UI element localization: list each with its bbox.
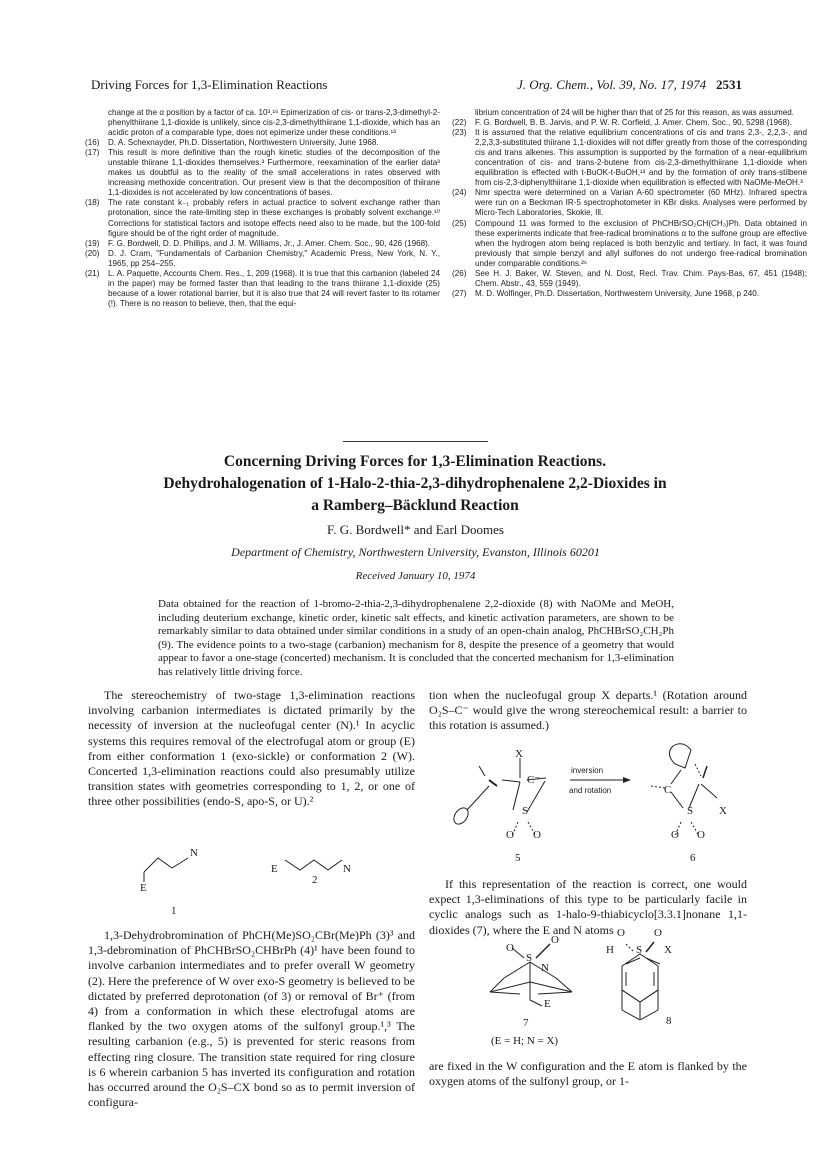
footnote-number: (24)	[452, 188, 467, 198]
footnote	[85, 269, 440, 309]
arrow-label-top: inversion	[571, 766, 604, 775]
scheme-c-label: C	[664, 784, 672, 796]
footnote-text: librium concentration of 24 will be higher than that of 25 for this reason, as was assumed.	[475, 108, 794, 117]
page-number: 2531	[716, 77, 742, 92]
scheme-s-label: S	[522, 805, 529, 817]
footnote-text: D. J. Cram, "Fundamentals of Carbanion Chemistry," Academic Press, New York, N. Y., 1965, pp 254–255.	[108, 248, 440, 268]
bond	[504, 962, 530, 978]
struct7-n-label: N	[541, 962, 549, 974]
footnote	[452, 118, 807, 128]
scheme-s-label: S	[687, 805, 694, 817]
scheme-o-label: O	[697, 829, 705, 841]
bond	[530, 1000, 542, 1006]
footnote-number: (21)	[85, 268, 100, 278]
footnote-number: (17)	[85, 148, 100, 158]
title-line: a Ramberg–Bäcklund Reaction	[311, 497, 519, 514]
scheme-o-label: O	[506, 829, 514, 841]
footnotes-left-column	[85, 108, 440, 309]
footnote-number: (19)	[85, 238, 100, 248]
title-line: Dehydrohalogenation of 1-Halo-2-thia-2,3-dihydrophenalene 2,2-Dioxides in	[163, 475, 667, 492]
scheme-carbanion-label: C⁻	[527, 774, 541, 786]
footnote	[85, 249, 440, 269]
reaction-arrowhead	[623, 777, 631, 783]
body-paragraph: tion when the nucleofugal group X departs.¹ (Rotation around O₂S–C⁻ would give the wrong stereochemical result: a barrier to this rotation is assumed.)	[429, 688, 747, 733]
body-paragraph: The stereochemistry of two-stage 1,3-elimination reactions involving carbanion intermediates is dictated primarily by the necessity of inversion at the nucleofugal center (N).¹ In acyclic systems this requires removal of the electrofugal atom or group (E) from either conformation 1 (exo-sickle) or conformation 2 (W). Concerted 1,3-elimination reactions could also presumably utilize transition states with geometries corresponding to 1, 2, or one of three other possibilities (endo-S, apo-S, or U).²	[88, 688, 415, 809]
struct7-s-label: S	[526, 952, 533, 964]
struct1-e-label: E	[140, 882, 147, 894]
bond	[651, 786, 665, 788]
struct7-caption: (E = H; N = X)	[491, 1035, 559, 1047]
body-paragraph: 1,3-Dehydrobromination of PhCH(Me)SO₂CBr(Me)Ph (3)³ and 1,3-debromination of PhCHBrSO₂CHBrPh (4)¹ have been found to involve carbanion intermediates and to prefer overall W geometry (2). Here the preference of W over exo-S geometry is believed to be dictated by preferred deprotonation (of 3) or removal of Br⁺ (from 4) from a conformation in which these electrofugal atoms are flanked by the two oxygen atoms of the sulfonyl group.¹,³ The resulting carbanion (e.g., 5) is prevented for steric reasons from effecting ring closure. The transition state required for ring closure is 6 wherein carbanion 5 has inverted its configuration and rotation has occurred around the O₂S–CX bond so as to permit inversion of configura-	[88, 928, 415, 1110]
title-line: Concerning Driving Forces for 1,3-Elimination Reactions.	[223, 453, 607, 470]
footnote-text: The rate constant k₋₁ probably refers in actual practice to solvent exchange rather than protonation, since the rate-limiting step in these exchanges is probably solvent exchange.¹⁰ Corrections for statistical factors and isotope effects need also to be made, but the 100-fold figure should be of the right order of magnitude.	[108, 198, 440, 238]
footnote-number	[85, 108, 108, 138]
section-divider	[343, 441, 488, 442]
scheme-number-5: 5	[515, 852, 521, 864]
bond	[490, 992, 520, 994]
bond	[502, 780, 520, 782]
struct2-n-label: N	[343, 863, 351, 875]
bond	[467, 786, 489, 810]
scheme-o-label: O	[533, 829, 541, 841]
struct8-s-label: S	[636, 944, 643, 956]
struct8-x-label: X	[664, 944, 672, 956]
scheme-x-label: X	[515, 748, 523, 760]
footnote-text: This result is more definitive than the rough kinetic studies of the decomposition of the unstable thiirane 1,1-dioxides themselves.³ Furthermore, reexamination of the earlier data³ makes us doubtful as to the reality of the small accelerations in rates observed with increasing methoxide concentration. Our present view is that the decomposition of thiirane 1,1-dioxides is not accelerated by low concentrations of bases.	[108, 148, 440, 198]
footnote-text: F. G. Bordwell, B. B. Jarvis, and P. W. R. Corfield, J. Amer. Chem. Soc., 90, 5298 (1968).	[475, 118, 792, 128]
running-header-journal: J. Org. Chem., Vol. 39, No. 17, 1974	[517, 77, 707, 92]
footnote	[452, 289, 807, 299]
struct2-e-label: E	[271, 863, 278, 875]
scheme-o-label: O	[671, 829, 679, 841]
footnote-text: change at the α position by a factor of ca. 10³.¹⁶ Epimerization of cis- or trans-2,3-dimethyl-2-phenylthiirane 1,1-dioxide is unlikely, since cis-2,3-dimethylthiirane 1,1-dioxide, which has an acidic proton of a comparable type, does not epimerize under these conditions.¹³	[108, 108, 440, 138]
struct1-chain	[144, 858, 188, 872]
arrow-label-bottom: and rotation	[569, 786, 612, 795]
footnote-number: (26)	[452, 268, 467, 278]
footnote	[452, 219, 807, 269]
footnote	[85, 198, 440, 238]
ring	[640, 990, 658, 1020]
footnote-text: M. D. Wolfinger, Ph.D. Dissertation, Northwestern University, June 1968, p 240.	[475, 288, 760, 298]
footnote-number: (16)	[85, 138, 100, 148]
footnote	[452, 269, 807, 289]
structures-7-8	[480, 920, 740, 1020]
footnote	[452, 188, 807, 218]
structures-1-2	[130, 832, 380, 892]
footnote-text: Nmr spectra were determined on a Varian A-60 spectrometer (60 MHz). Infrared spectra were run on a Beckman IR-5 spectrophotometer in KBr disks. Analyses were performed by Micro-Tech Laboratories, Skokie, Ill.	[475, 188, 807, 218]
running-header-title: Driving Forces for 1,3-Elimination Reactions	[91, 77, 328, 92]
bond	[695, 764, 701, 776]
affiliation: Department of Chemistry, Northwestern University, Evanston, Illinois 60201	[231, 545, 600, 559]
footnote	[452, 128, 807, 188]
footnote	[85, 239, 440, 249]
footnote-text: L. A. Paquette, Accounts Chem. Res., 1, 209 (1968). It is true that this carbanion (labeled 24 in the paper) may be formed faster than that leading to the trans thiirane 1,1-dioxide (25) because of a lower rotational barrier, but it is also true that 24 will revert faster to its rotamer (!). There is no reason to believe, then, that the equi-	[108, 268, 440, 308]
bond	[490, 982, 530, 992]
bond	[489, 780, 497, 786]
abstract: Data obtained for the reaction of 1-bromo-2-thia-2,3-dihydrophenalene 2,2-dioxide (8) with NaOMe and MeOH, including deuterium exchange, kinetic order, kinetic salt effects, and kinetic activation parameters, are shown to be remarkably similar to data obtained under similar conditions in a study of an open-chain analog, PhCHBrSO₂CH₂Ph (9). The evidence points to a two-stage (carbanion) mechanism for 8, despite the presence of a geometry that would appear to favor a one-stage (concerted) mechanism. It is concluded that the concerted mechanism for 1,3-elimination has relatively little driving force.	[158, 598, 674, 678]
footnote-number: (23)	[452, 128, 467, 138]
footnote-text: See H. J. Baker, W. Steven, and N. Dost, Recl. Trav. Chim. Pays-Bas, 67, 451 (1948); Chem. Abstr., 43, 559 (1949).	[475, 268, 807, 288]
struct1-n-label: N	[190, 847, 198, 859]
struct8-h-label: H	[606, 944, 614, 956]
footnote-number: (27)	[452, 288, 467, 298]
footnote-text: F. G. Bordwell, D. D. Phillips, and J. M. Williams, Jr., J. Amer. Chem. Soc., 90, 426 (1968).	[108, 238, 431, 248]
struct2-number: 2	[312, 874, 318, 886]
footnote	[85, 138, 440, 148]
authors: F. G. Bordwell* and Earl Doomes	[327, 522, 504, 537]
struct7-o-label: O	[551, 934, 559, 946]
bond	[701, 784, 717, 798]
footnote-number: (20)	[85, 248, 100, 258]
bond	[703, 766, 707, 778]
footnote	[452, 108, 807, 118]
footnote-text: D. A. Schexnayder, Ph.D. Dissertation, Northwestern University, June 1968.	[108, 138, 379, 148]
footnote	[85, 148, 440, 198]
struct8-number: 8	[666, 1015, 672, 1027]
received-date: Received January 10, 1974	[355, 570, 476, 582]
struct1-number: 1	[171, 905, 177, 917]
bond	[536, 944, 550, 958]
footnote-number: (22)	[452, 118, 467, 128]
footnote-number	[452, 108, 475, 118]
struct8-o-label: O	[654, 927, 662, 939]
bond	[671, 792, 683, 808]
footnote-text: It is assumed that the relative equilibrium concentrations of cis and trans 2,3-, 2,2,3-, and 2,2,3,3-substituted thiirane 1,1-dioxides will not differ greatly from those of the corresponding cis and trans alkenes. This assumption is supported by the formation of a near-equilibrium concentration of cis- and trans-2-butene from cis-2,3-dimethylthiirane 1,1-dioxide when equilibration is effected with t-BuOK-t-BuOH,¹³ and by the formation of only trans-stilbene from cis-2,3-diphenylthiirane 1,1-dioxide when equilibration is effected with NaOMe-MeOH.³	[475, 128, 807, 188]
bond	[626, 944, 634, 952]
footnotes-right-column	[452, 108, 807, 299]
bond	[671, 770, 681, 784]
struct7-e-label: E	[544, 998, 551, 1010]
footnote-number: (18)	[85, 198, 100, 208]
footnote	[85, 108, 440, 138]
bond	[538, 992, 572, 994]
scheme-x-label: X	[719, 805, 727, 817]
struct7-o-label: O	[506, 942, 514, 954]
scheme-number-6: 6	[690, 852, 696, 864]
bond	[479, 766, 485, 776]
bond	[513, 782, 520, 810]
body-paragraph: are fixed in the W configuration and the E atom is flanked by the oxygen atoms of the sulfonyl group, or 1-	[429, 1059, 747, 1089]
bond	[646, 942, 654, 952]
struct7-number: 7	[523, 1017, 529, 1029]
orbital-lobe	[669, 744, 691, 768]
footnote-text: Compound 11 was formed to the exclusion of PhCHBrSO₂CH(CH₃)Ph. Data obtained in these experiments indicate that free-radical brominations α to the sulfone group are effective when the hydrogen atom being replaced is both benzylic and tertiary. In fact, it was found previously that simple benzyl and allyl sulfones do not undergo free-radical bromination under comparable conditions.²⁶	[475, 218, 807, 268]
ring	[622, 990, 640, 1020]
body-paragraph: If this representation of the reaction is correct, one would expect 1,3-eliminations of this type to be particularly facile in cyclic analogs such as 1-halo-9-thiabicyclo[3.3.1]nonane 1,1-dioxides (7), where the E and N atoms	[429, 877, 747, 937]
footnote-number: (25)	[452, 218, 467, 228]
article-title	[120, 451, 710, 517]
struct8-o-label: O	[617, 927, 625, 939]
struct2-chain	[285, 860, 342, 870]
